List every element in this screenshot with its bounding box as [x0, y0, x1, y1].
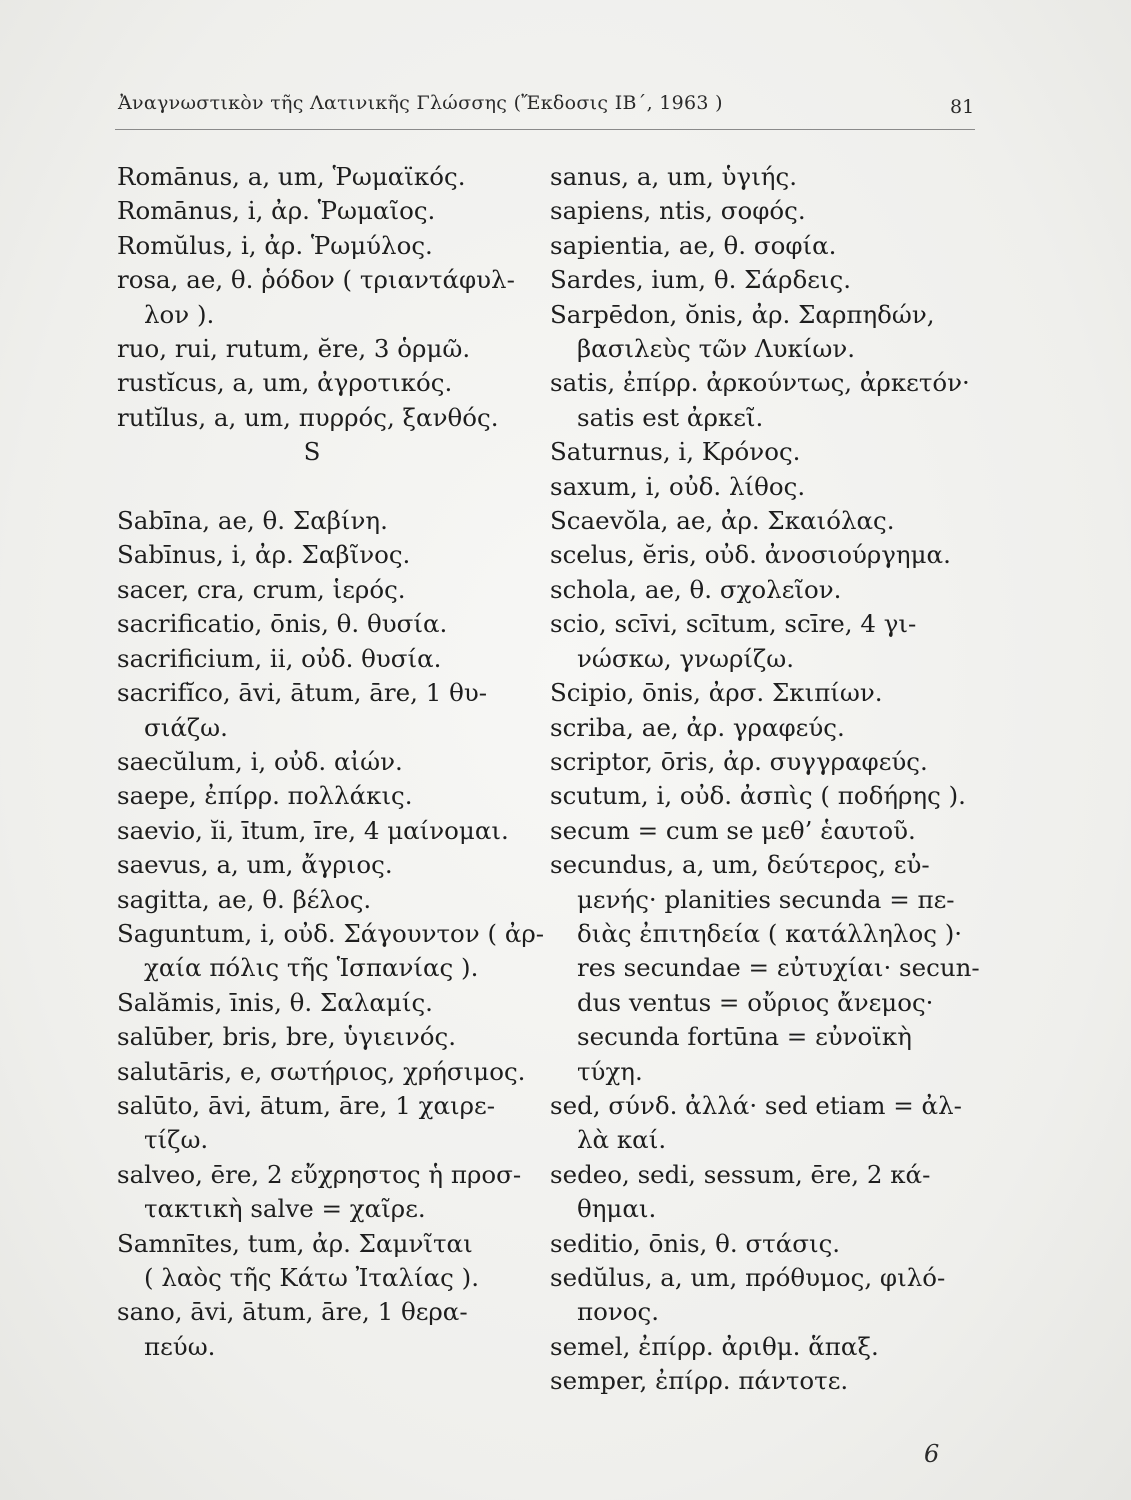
dictionary-entry: sapiens, ntis, σοφός. — [550, 196, 806, 226]
entry-continuation: σιάζω. — [144, 712, 228, 742]
dictionary-entry: rosa, ae, θ. ῥόδον ( τριαντάφυλ- — [117, 265, 515, 295]
right-column — [550, 160, 980, 1399]
entry-continuation: res secundae = εὐτυχίαι· secun- — [577, 953, 980, 983]
dictionary-entry: Sabīnus, i, ἀρ. Σαβῖνος. — [117, 540, 411, 570]
dictionary-entry: scriba, ae, ἀρ. γραφεύς. — [550, 712, 845, 742]
dictionary-entry: satis, ἐπίρρ. ἀρκούντως, ἀρκετόν· — [550, 368, 970, 398]
entry-continuation: νώσκω, γνωρίζω. — [577, 643, 795, 673]
dictionary-entry: scutum, i, οὐδ. ἀσπὶς ( ποδήρης ). — [550, 781, 966, 811]
dictionary-entry: ruo, rui, rutum, ĕre, 3 ὁρμῶ. — [117, 334, 471, 364]
dictionary-entry: sedŭlus, a, um, πρόθυμος, φιλό- — [550, 1263, 946, 1292]
dictionary-entry: rustĭcus, a, um, ἀγροτικός. — [117, 368, 453, 398]
dictionary-entry: saepe, ἐπίρρ. πολλάκις. — [117, 781, 413, 811]
entry-continuation: τακτικὴ salve = χαῖρε. — [144, 1194, 426, 1224]
entry-continuation: χαία πόλις τῆς Ἱσπανίας ). — [144, 953, 479, 983]
entry-continuation: ( λαὸς τῆς Κάτω Ἰταλίας ). — [144, 1263, 479, 1292]
entry-continuation: πεύω. — [144, 1331, 216, 1361]
dictionary-entry: sacrificatio, ōnis, θ. θυσία. — [117, 609, 448, 639]
section-letter: S — [303, 437, 321, 467]
dictionary-entry: sacer, cra, crum, ἱερός. — [117, 574, 406, 604]
dictionary-entry: saevus, a, um, ἄγριος. — [117, 850, 393, 880]
dictionary-entry: sacrifĭco, āvi, ātum, āre, 1 θυ- — [117, 678, 487, 708]
dictionary-entry: saevio, ĭi, ītum, īre, 4 μαίνομαι. — [117, 815, 509, 845]
dictionary-entry: seditio, ōnis, θ. στάσις. — [550, 1228, 841, 1258]
dictionary-entry: salutāris, e, σωτήριος, χρήσιμος. — [117, 1056, 526, 1086]
dictionary-entry: sed, σύνδ. ἀλλά· sed etiam = ἀλ- — [550, 1090, 962, 1120]
dictionary-entry: Sabīna, ae, θ. Σαβίνη. — [117, 506, 388, 536]
entry-continuation: θημαι. — [577, 1194, 657, 1224]
entry-continuation: λον ). — [144, 299, 215, 329]
header-rule — [115, 129, 975, 130]
dictionary-entry: scelus, ĕris, οὐδ. ἀνοσιούργημα. — [550, 540, 951, 570]
left-column — [117, 160, 545, 1364]
entry-continuation: διὰς ἐπιτηδεία ( κατάλληλος )· — [577, 918, 963, 948]
entry-continuation: μενής· planities secunda = πε- — [577, 884, 955, 914]
entry-continuation: secunda fortūna = εὐνοϊκὴ — [577, 1022, 912, 1052]
dictionary-entry: secundus, a, um, δεύτερος, εὐ- — [550, 850, 930, 880]
dictionary-entry: Salămis, īnis, θ. Σαλαμίς. — [117, 987, 433, 1017]
dictionary-entry: rutĭlus, a, um, πυρρός, ξανθός. — [117, 402, 499, 432]
dictionary-entry: sano, āvi, ātum, āre, 1 θερα- — [117, 1297, 468, 1327]
entry-continuation: βασιλεὺς τῶν Λυκίων. — [577, 334, 856, 364]
dictionary-entry: sanus, a, um, ὑγιής. — [550, 162, 797, 191]
dictionary-entry: Sardes, ium, θ. Σάρδεις. — [550, 265, 852, 295]
entry-continuation: πονος. — [577, 1297, 660, 1327]
dictionary-entry: salveo, ēre, 2 εὔχρηστος ἡ προσ- — [117, 1159, 522, 1189]
dictionary-entry: semel, ἐπίρρ. ἀριθμ. ἅπαξ. — [550, 1331, 879, 1361]
dictionary-entry: Saguntum, i, οὐδ. Σάγουντον ( ἀρ- — [117, 918, 545, 948]
dictionary-entry: sagitta, ae, θ. βέλος. — [117, 884, 372, 914]
dictionary-entry: saecŭlum, i, οὐδ. αἰών. — [117, 746, 403, 776]
dictionary-entry: semper, ἐπίρρ. πάντοτε. — [550, 1366, 849, 1396]
dictionary-entry: scio, scīvi, scītum, scīre, 4 γι- — [550, 609, 917, 639]
entry-continuation: τίζω. — [144, 1125, 209, 1155]
dictionary-entry: Saturnus, i, Κρόνος. — [550, 437, 801, 467]
entry-continuation: satis est ἀρκεῖ. — [577, 402, 764, 432]
dictionary-entry: schola, ae, θ. σχολεῖον. — [550, 574, 842, 604]
dictionary-entry: sapientia, ae, θ. σοφία. — [550, 230, 837, 260]
dictionary-entry: salūto, āvi, ātum, āre, 1 χαιρε- — [117, 1090, 496, 1120]
entry-continuation: τύχη. — [577, 1056, 643, 1086]
dictionary-entry: scriptor, ōris, ἀρ. συγγραφεύς. — [550, 746, 928, 776]
dictionary-entry: Romānus, a, um, Ῥωμαϊκός. — [117, 162, 466, 191]
dictionary-entry: Scaevŏla, ae, ἀρ. Σκαιόλας. — [550, 506, 895, 536]
running-header: Ἀναγνωστικὸν τῆς Λατινικῆς Γλώσσης (Ἔκδοσις ΙΒ΄, 1963 ) — [118, 92, 723, 114]
dictionary-entry: Romŭlus, i, ἀρ. Ῥωμύλος. — [117, 230, 433, 260]
page-number: 81 — [950, 96, 975, 118]
blank-line — [117, 470, 527, 504]
entry-continuation: λὰ καί. — [577, 1125, 667, 1155]
dictionary-entry: salūber, bris, bre, ὑγιεινός. — [117, 1022, 457, 1052]
dictionary-entry: saxum, i, οὐδ. λίθος. — [550, 471, 806, 501]
dictionary-entry: Romānus, i, ἀρ. Ῥωμαῖος. — [117, 196, 436, 226]
dictionary-entry: sedeo, sedi, sessum, ēre, 2 κά- — [550, 1159, 931, 1189]
dictionary-entry: secum = cum se μεθ’ ἑαυτοῦ. — [550, 815, 916, 845]
dictionary-entry: Scipio, ōnis, ἀρσ. Σκιπίων. — [550, 678, 883, 708]
entry-continuation: dus ventus = οὔριος ἄνεμος· — [577, 987, 934, 1017]
signature-mark: 6 — [924, 1440, 940, 1468]
dictionary-entry: Samnītes, tum, ἀρ. Σαμνῖται — [117, 1228, 473, 1258]
dictionary-entry: Sarpēdon, ŏnis, ἀρ. Σαρπηδών, — [550, 299, 935, 329]
dictionary-entry: sacrificium, ii, οὐδ. θυσία. — [117, 643, 442, 673]
